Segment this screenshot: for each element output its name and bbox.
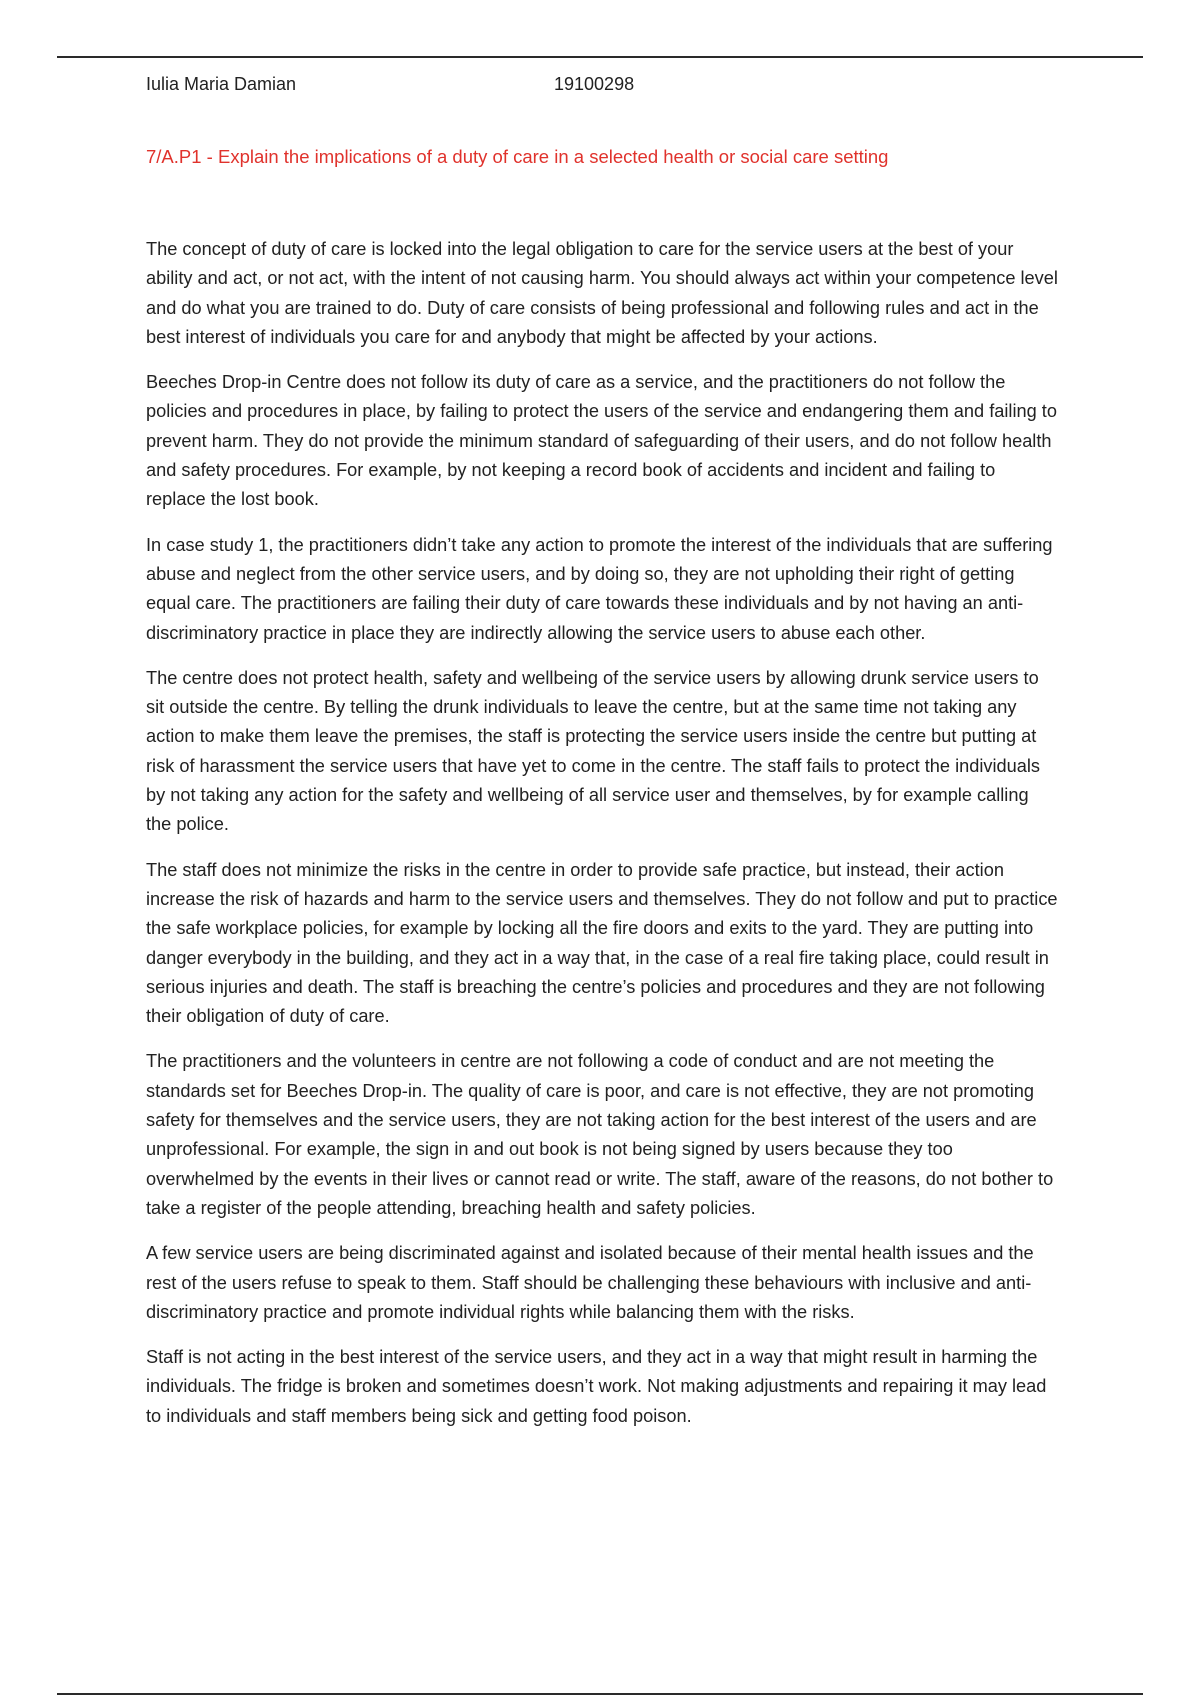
paragraph: The concept of duty of care is locked into the legal obligation to care for the service users at the best of your ability and act, or not act, with the intent of not causing harm. You should always act within your competence level and do what you are trained to do. Duty of care consists of being professional and following rules and act in the best interest of individuals you care for and anybody that might be affected by your actions. — [146, 239, 1058, 347]
bottom-rule — [57, 1693, 1143, 1695]
paragraph: A few service users are being discriminated against and isolated because of their mental health issues and the rest of the users refuse to speak to them. Staff should be challenging these behaviours with inclusive and anti-discriminatory practice and promote individual rights while balancing them with the risks. — [146, 1243, 1034, 1322]
paragraph: In case study 1, the practitioners didn’t take any action to promote the interest of the individuals that are suffering abuse and neglect from the other service users, and by doing so, they are not upholding their right of getting equal care. The practitioners are failing their duty of care towards these individuals and by not having an anti-discriminatory practice in place they are indirectly allowing the service users to abuse each other. — [146, 534, 1053, 643]
document-header — [146, 74, 1046, 100]
paragraph: Beeches Drop-in Centre does not follow its duty of care as a service, and the practitioners do not follow the policies and procedures in place, by failing to protect the users of the service and endangering them and failing to prevent harm. They do not provide the minimum standard of safeguarding of their users, and do not follow health and safety procedures. For example, by not keeping a record book of accidents and incident and failing to replace the lost book. — [146, 372, 1057, 510]
paragraph: The staff does not minimize the risks in the centre in order to provide safe practice, but instead, their action increase the risk of hazards and harm to the service users and themselves. They do not follow and put to practice the safe workplace policies, for example by locking all the fire doors and exits to the yard. They are putting into danger everybody in the building, and they act in a way that, in the case of a real fire taking place, could result in serious injuries and death. The staff is breaching the centre’s policies and procedures and they are not following their obligation of duty of care. — [146, 859, 1058, 1027]
paragraph: The centre does not protect health, safety and wellbeing of the service users by allowing drunk service users to sit outside the centre. By telling the drunk individuals to leave the centre, but at the same time not taking any action to make them leave the premises, the staff is protecting the service users inside the centre but putting at risk of harassment the service users that have yet to come in the centre. The staff fails to protect the individuals by not taking any action for the safety and wellbeing of all service user and themselves, by for example calling the police. — [146, 667, 1040, 835]
author-name: Iulia Maria Damian — [146, 74, 297, 94]
paragraph: Staff is not acting in the best interest of the service users, and they act in a way that might result in harming the individuals. The fridge is broken and sometimes doesn’t work. Not making adjustments and repairing it may lead to individuals and staff members being sick and getting food poison. — [146, 1347, 1047, 1426]
student-id: 19100298 — [554, 74, 635, 94]
document-title: 7/A.P1 - Explain the implications of a duty of care in a selected health or social care setting — [146, 146, 889, 167]
document-body — [146, 235, 1058, 1447]
top-rule — [57, 56, 1143, 58]
paragraph: The practitioners and the volunteers in centre are not following a code of conduct and are not meeting the standards set for Beeches Drop-in. The quality of care is poor, and care is not effective, they are not promoting safety for themselves and the service users, they are not taking action for the best interest of the users and are unprofessional. For example, the sign in and out book is not being signed by users because they too overwhelmed by the events in their lives or cannot read or write. The staff, aware of the reasons, do not bother to take a register of the people attending, breaching health and safety policies. — [146, 1051, 1054, 1218]
